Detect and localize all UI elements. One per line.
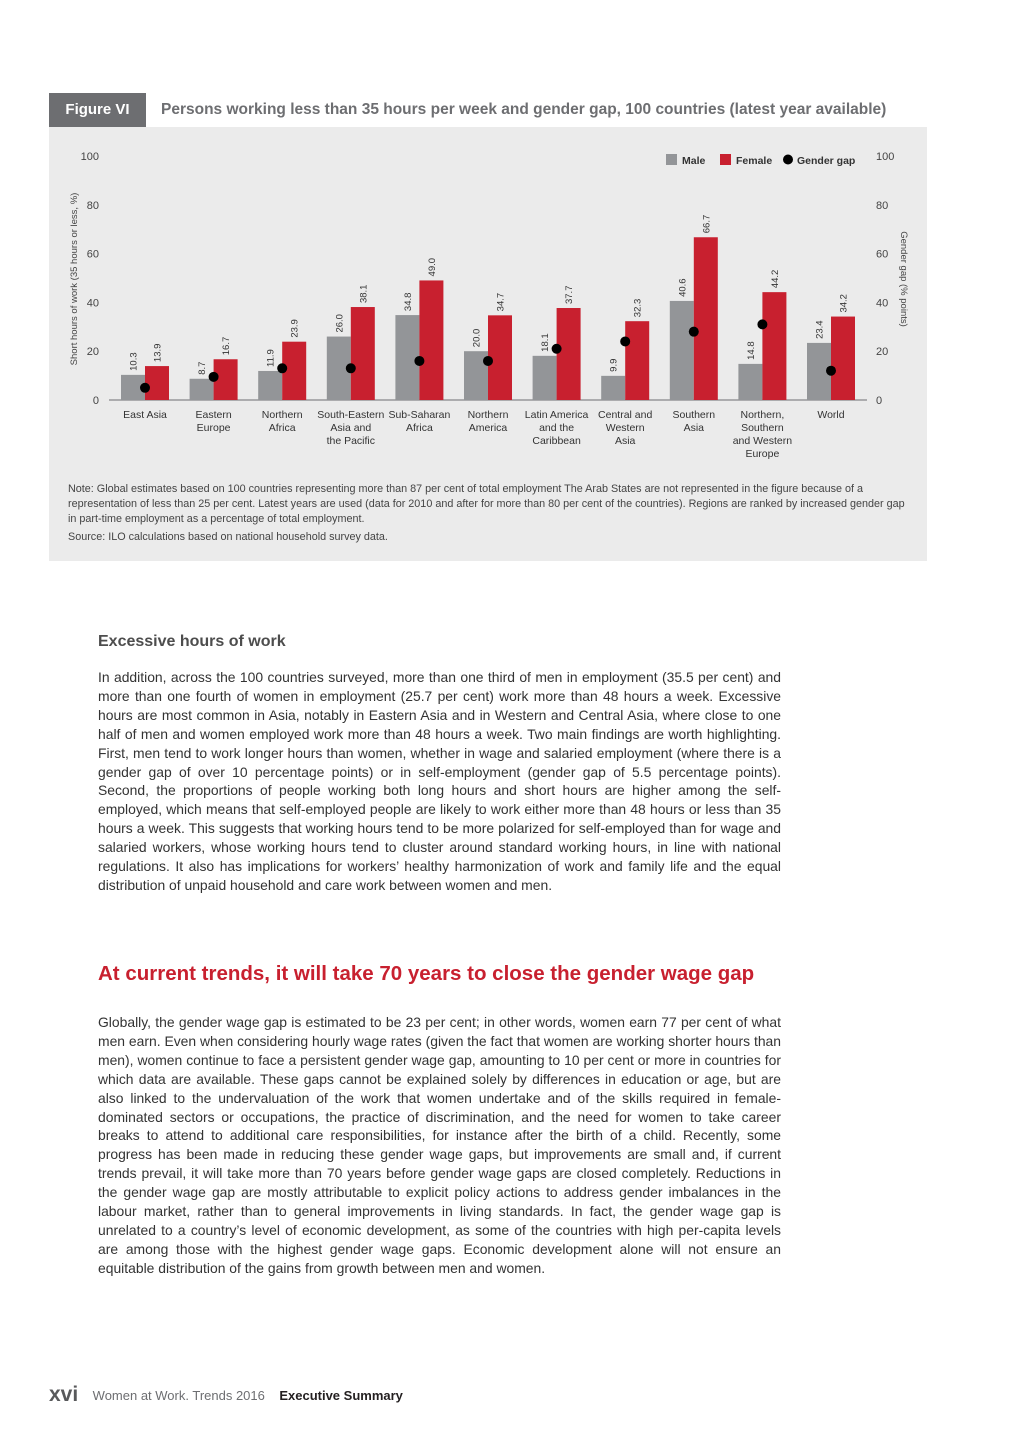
bar-male: [533, 356, 557, 400]
gender-gap-point: [757, 319, 767, 329]
data-label-female: 66.7: [701, 214, 713, 234]
category-label: Northern: [467, 409, 509, 421]
bar-chart: [49, 127, 927, 472]
category-label: South-Eastern: [317, 409, 385, 421]
legend-label-male: Male: [682, 155, 706, 167]
y2-tick-label: 40: [876, 297, 889, 310]
figure-note: Note: Global estimates based on 100 countries representing more than 87 per cent of total employment The Arab States are not represented in the figure because of a representation of less than 25 per cent. Latest years are used (data for 2010 and after for more than 80 per cent of the countries). Regions are ranked by increased gender gap in part-time employment as a percentage of total employment.: [68, 483, 905, 526]
y2-tick-label: 0: [876, 395, 883, 407]
data-label-female: 44.2: [769, 269, 781, 289]
paragraph-excessive-hours: In addition, across the 100 countries surveyed, more than one third of men in employment (35.5 per cent) and more than one fourth of women in employment (25.7 per cent) work more than 48 hours a week. Excessive hours are most common in Asia, notably in Eastern Asia and in Western and Central Asia, where close to one half of men and women employed work more than 48 hours a week. Two main findings are worth highlighting. First, men tend to work longer hours than women, whether in wage and salaried employment (where there is a gender gap of over 10 percentage points) or in self-employment (gender gap of 5.5 percentage points). Second, the proportions of people working both long hours and short hours are higher among the self-employed, which means that self-employed people are likely to work either more than 48 hours or less than 35 hours a week. This suggests that working hours tend to be more polarized for self-employed than for wage and salaried workers, whose working hours tend to cluster around standard working hours, in line with national regulations. It also has implications for workers’ healthy harmonization of work and family life and the equal distribution of unpaid household and care work between women and men.: [98, 669, 781, 893]
category-label: Asia and: [330, 422, 372, 434]
figure-header: [49, 93, 927, 127]
category-label: Africa: [405, 422, 433, 434]
bar-female: [625, 321, 649, 400]
bar-male: [601, 376, 625, 400]
category-label: America: [468, 422, 508, 434]
y2-axis-title: Gender gap (% points): [898, 231, 909, 327]
gender-gap-point: [209, 372, 219, 382]
data-label-male: 23.4: [814, 320, 826, 339]
gender-gap-point: [346, 363, 356, 373]
gender-gap-point: [689, 327, 699, 337]
data-label-female: 38.1: [358, 284, 370, 304]
data-label-male: 9.9: [608, 358, 620, 372]
category-label: World: [817, 409, 845, 421]
y-tick-label: 60: [86, 248, 99, 261]
gender-gap-point: [414, 356, 424, 366]
gender-gap-point: [552, 344, 562, 354]
bar-female: [762, 292, 786, 400]
category-label: Sub-Saharan: [388, 409, 451, 421]
gender-gap-point: [483, 356, 493, 366]
legend-swatch-female: [720, 154, 731, 165]
y-tick-label: 20: [86, 346, 99, 359]
data-label-female: 37.7: [564, 285, 576, 305]
data-label-male: 14.8: [745, 341, 757, 360]
bar-male: [670, 301, 694, 400]
category-label: Latin America: [524, 409, 589, 421]
category-label: Northern,: [740, 409, 785, 421]
bar-female: [419, 280, 443, 400]
figure-label: Figure VI: [49, 93, 146, 127]
figure-title: Persons working less than 35 hours per week and gender gap, 100 countries (latest year available): [161, 101, 887, 118]
category-label: Northern: [261, 409, 303, 421]
data-label-male: 10.3: [128, 352, 140, 371]
publication-title: Women at Work. Trends 2016: [92, 1387, 265, 1403]
category-label: Western: [605, 422, 645, 434]
category-label: Asia: [683, 422, 705, 434]
category-label: and the: [539, 422, 575, 434]
bar-female: [351, 307, 375, 400]
category-label: East Asia: [123, 409, 167, 421]
legend-label-gap: Gender gap: [797, 155, 856, 167]
legend-swatch-gap: [783, 155, 793, 165]
data-label-male: 8.7: [197, 361, 209, 375]
data-label-male: 34.8: [402, 292, 414, 312]
bar-female: [831, 317, 855, 400]
y-tick-label: 80: [86, 199, 99, 212]
y2-tick-label: 100: [876, 151, 895, 163]
category-label: Southern: [741, 422, 784, 434]
figure-panel: [49, 127, 927, 561]
category-label: Southern: [672, 409, 716, 421]
data-label-female: 32.3: [632, 298, 644, 318]
category-label: the Pacific: [326, 435, 376, 447]
legend-label-female: Female: [736, 155, 773, 167]
bar-male: [738, 364, 762, 400]
y-tick-label: 100: [80, 151, 99, 163]
data-label-male: 11.9: [265, 349, 277, 367]
category-label: and Western: [732, 435, 793, 447]
data-label-female: 16.7: [221, 336, 233, 356]
data-label-female: 34.7: [495, 292, 507, 312]
gender-gap-point: [277, 363, 287, 373]
category-label: Central and: [598, 409, 653, 421]
data-label-female: 23.9: [289, 319, 301, 338]
bar-male: [258, 371, 282, 400]
data-label-female: 49.0: [426, 257, 438, 277]
data-label-male: 18.1: [540, 333, 552, 352]
category-label: Europe: [196, 422, 231, 434]
y-tick-label: 0: [92, 395, 99, 407]
y-tick-label: 40: [86, 297, 99, 310]
legend-swatch-male: [666, 154, 677, 165]
figure-source: Source: ILO calculations based on national household survey data.: [68, 531, 388, 543]
category-label: Eastern: [195, 409, 232, 421]
data-label-male: 20.0: [471, 328, 483, 348]
category-label: Africa: [268, 422, 296, 434]
bar-female: [557, 308, 581, 400]
data-label-female: 13.9: [152, 343, 164, 363]
y2-tick-label: 80: [876, 199, 889, 212]
page-footer: [49, 1383, 403, 1407]
category-label: Caribbean: [532, 435, 581, 447]
category-label: Asia: [614, 435, 636, 447]
data-label-male: 40.6: [677, 278, 689, 297]
section-heading-excessive-hours: Excessive hours of work: [98, 633, 286, 650]
data-label-male: 26.0: [334, 314, 346, 333]
data-label-female: 34.2: [838, 294, 850, 313]
publication-section: Executive Summary: [279, 1387, 403, 1403]
y2-tick-label: 20: [876, 346, 889, 359]
section-heading-wage-gap: At current trends, it will take 70 years to close the gender wage gap: [98, 962, 755, 985]
bar-female: [694, 237, 718, 400]
gender-gap-point: [826, 366, 836, 376]
y2-tick-label: 60: [876, 248, 889, 261]
category-label: Europe: [745, 448, 780, 460]
gender-gap-point: [620, 336, 630, 346]
gender-gap-point: [140, 383, 150, 393]
page-number: xvi: [49, 1383, 79, 1406]
y-axis-title: Short hours of work (35 hours or less, %): [69, 192, 80, 366]
paragraph-wage-gap: Globally, the gender wage gap is estimated to be 23 per cent; in other words, women earn 77 per cent of what men earn. Even when considering hourly wage rates (given the fact that women are working shorter hours than men), women continue to face a persistent gender wage gap, amounting to 10 per cent or more in countries for which data are available. These gaps cannot be explained solely by differences in education or age, but are also linked to the undervaluation of the work that women undertake and of the skills required in female-dominated sectors or occupations, the practice of discrimination, and the need for women to take career breaks to attend to additional care responsibilities, for instance after the birth of a child. Recently, some progress has been made in reducing these gender wage gaps, but improvements are small and, if current trends prevail, it will take more than 70 years before gender wage gaps are closed completely. Reductions in the gender wage gap are mostly attributable to explicit policy actions to address gender imbalances in the labour market, rather than to general improvements in living standards. In fact, the gender wage gap is unrelated to a country’s level of economic development, as some of the countries with high per-capita levels are among those with the highest gender wage gaps. Economic development alone will not ensure an equitable distribution of the gains from growth between men and women.: [98, 1014, 781, 1276]
bar-male: [190, 379, 214, 400]
bar-female: [145, 366, 169, 400]
